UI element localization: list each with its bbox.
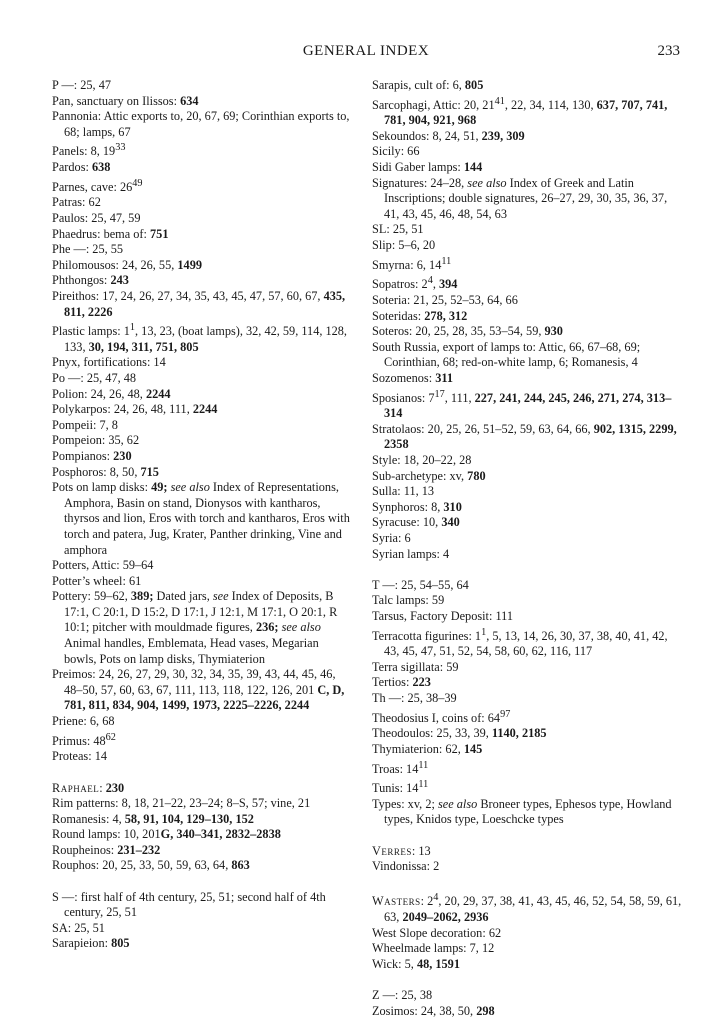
section-gap bbox=[52, 874, 352, 890]
index-entry: Polykarpos: 24, 26, 48, 111, 2244 bbox=[52, 402, 218, 417]
index-entry: Pots on lamp disks: 49; see also Index of Representations, Amphora, Basin on stand, Dionysos with kantharos, thyrsos and lion, Eros with torch and kantharos, Eros with torch and patera, Jug, Krater, Panther drinking, Vine and amphora bbox=[52, 480, 350, 557]
index-entry: Syrian lamps: 4 bbox=[372, 546, 450, 561]
index-entry: Th —: 25, 38–39 bbox=[372, 691, 457, 706]
index-entry: Sozomenos: 311 bbox=[372, 370, 453, 385]
index-entry: Pardos: 638 bbox=[52, 160, 111, 175]
index-entry: Pan, sanctuary on Ilissos: 634 bbox=[52, 93, 199, 108]
index-entry: SA: 25, 51 bbox=[52, 920, 105, 935]
index-entry: West Slope decoration: 62 bbox=[372, 925, 502, 940]
index-entry: Priene: 6, 68 bbox=[52, 714, 115, 729]
index-entry: Po —: 25, 47, 48 bbox=[52, 370, 137, 385]
index-entry: Troas: $14^{11}$ bbox=[372, 759, 429, 776]
section-gap bbox=[372, 973, 682, 989]
index-entry: Pannonia: Attic exports to, 20, 67, 69; Corinthian exports to, 68; lamps, 67 bbox=[52, 109, 350, 139]
section-gap bbox=[372, 562, 682, 578]
index-entry: Tarsus, Factory Deposit: 111 bbox=[372, 608, 513, 623]
index-entry: P —: 25, 47 bbox=[52, 78, 111, 92]
index-entry: Syria: 6 bbox=[372, 531, 411, 545]
index-entry: Zosimos: 24, 38, 50, 298 bbox=[372, 1003, 495, 1018]
index-entry: Theodoulos: 25, 33, 39, 1140, 2185 bbox=[372, 726, 547, 741]
index-entry: Rouphos: 20, 25, 33, 50, 59, 63, 64, 863 bbox=[52, 858, 250, 873]
index-entry: SL: 25, 51 bbox=[372, 222, 424, 237]
index-entry: Parnes, cave: $26^{49}$ bbox=[52, 177, 143, 194]
index-entry: Synphoros: 8, 310 bbox=[372, 499, 462, 514]
index-entry: Soteros: 20, 25, 28, 35, 53–54, 59, 930 bbox=[372, 324, 563, 339]
index-entry: Pompianos: 230 bbox=[52, 448, 132, 463]
index-entry: Smyrna: 6, $14^{11}$ bbox=[372, 255, 452, 272]
index-entry: Preimos: 24, 26, 27, 29, 30, 32, 34, 35, 39, 43, 44, 45, 46, 48–50, 57, 60, 63, 67, 111, 113, 118, 122, 126, 201 C, D, 781, 811, 834, 904, 1499, 1973, 2225–2226, 2244 bbox=[52, 667, 345, 713]
index-entry: Tertios: 223 bbox=[372, 675, 431, 690]
index-entry: Sulla: 11, 13 bbox=[372, 484, 435, 499]
index-entry: Sarapis, cult of: 6, 805 bbox=[372, 78, 484, 92]
index-entry: Sarapieion: 805 bbox=[52, 936, 130, 951]
index-entry: Wasters: $2^4$, 20, 29, 37, 38, 41, 43, 45, 46, 52, 54, 58, 59, 61, 63, 2049–2062, 2936 bbox=[372, 892, 682, 925]
index-entry: Talc lamps: 59 bbox=[372, 593, 445, 608]
index-column-left bbox=[52, 78, 352, 952]
index-entry: Proteas: 14 bbox=[52, 749, 107, 764]
index-entry: S —: first half of 4th century, 25, 51; second half of 4th century, 25, 51 bbox=[52, 889, 326, 920]
index-entry: Sub-archetype: xv, 780 bbox=[372, 468, 486, 483]
index-entry: Pompeion: 35, 62 bbox=[52, 433, 140, 448]
index-entry: Soteridas: 278, 312 bbox=[372, 308, 468, 323]
section-gap bbox=[372, 828, 682, 844]
index-entry: Types: xv, 2; see also Broneer types, Ephesos type, Howland types, Knidos type, Loeschcke types bbox=[372, 796, 672, 827]
index-entry: Pnyx, fortifications: 14 bbox=[52, 355, 166, 370]
index-entry: South Russia, export of lamps to: Attic, 66, 67–68, 69; Corinthian, 68; red-on-white lamp, 6; Romanesis, 4 bbox=[372, 339, 641, 370]
index-entry: Verres: 13 bbox=[372, 843, 431, 858]
index-entry: Raphael: 230 bbox=[52, 780, 125, 795]
index-entry: Terracotta figurines: $1^1$, 5, 13, 14, 26, 30, 37, 38, 40, 41, 42, 43, 45, 47, 51, 52, 54, 58, 60, 62, 116, 117 bbox=[372, 626, 668, 659]
index-entry: Stratolaos: 20, 25, 26, 51–52, 59, 63, 64, 66, 902, 1315, 2299, 2358 bbox=[372, 421, 677, 452]
index-entry: Tunis: $14^{11}$ bbox=[372, 779, 429, 796]
page-header bbox=[52, 43, 680, 63]
index-entry: Syracuse: 10, 340 bbox=[372, 515, 460, 530]
index-entry: Panels: 8, $19^{33}$ bbox=[52, 142, 126, 159]
index-entry: Sicily: 66 bbox=[372, 144, 420, 159]
index-entry: Slip: 5–6, 20 bbox=[372, 238, 436, 253]
index-entry: Romanesis: 4, 58, 91, 104, 129–130, 152 bbox=[52, 811, 254, 826]
index-entry: Plastic lamps: $1^1$, 13, 23, (boat lamps), 32, 42, 59, 114, 128, 133, 30, 194, 311, 751, 805 bbox=[52, 322, 348, 354]
index-entry: Polion: 24, 26, 48, 2244 bbox=[52, 386, 171, 401]
index-entry: Z —: 25, 38 bbox=[372, 988, 433, 1003]
index-entry: Potters, Attic: 59–64 bbox=[52, 558, 154, 573]
index-entry: Pireithos: 17, 24, 26, 27, 34, 35, 43, 45, 47, 57, 60, 67, 435, 811, 2226 bbox=[52, 288, 346, 319]
index-entry: Roupheinos: 231–232 bbox=[52, 842, 161, 857]
index-entry: Vindonissa: 2 bbox=[372, 859, 440, 874]
index-entry: T —: 25, 54–55, 64 bbox=[372, 577, 469, 592]
index-entry: Signatures: 24–28, see also Index of Greek and Latin Inscriptions; double signatures, 26–27, 29, 30, 35, 36, 37, 41, 43, 45, 46, 48, 54, 63 bbox=[372, 175, 668, 221]
index-entry: Terra sigillata: 59 bbox=[372, 659, 459, 674]
running-title: GENERAL INDEX bbox=[302, 43, 430, 59]
index-entry: Thymiaterion: 62, 145 bbox=[372, 741, 483, 756]
index-entry: Pottery: 59–62, 389; Dated jars, see Index of Deposits, B 17:1, C 20:1, D 15:2, D 17:1, J 12:1, M 17:1, O 20:1, R 10:1; pitcher with mouldmade figures, 236; see also Animal handles, Emblemata, Head vases, Megarian bowls, Pots on lamp disks, Thymiaterion bbox=[52, 589, 338, 666]
index-entry: Style: 18, 20–22, 28 bbox=[372, 453, 472, 468]
index-entry: Sidi Gaber lamps: 144 bbox=[372, 160, 483, 175]
index-entry: Theodosius I, coins of: $64^{97}$ bbox=[372, 708, 511, 725]
index-entry: Patras: 62 bbox=[52, 195, 101, 210]
index-entry: Round lamps: 10, 201G, 340–341, 2832–2838 bbox=[52, 827, 281, 842]
index-entry: Soteria: 21, 25, 52–53, 64, 66 bbox=[372, 293, 518, 307]
index-entry: Phe —: 25, 55 bbox=[52, 242, 124, 257]
section-gap bbox=[372, 875, 682, 891]
index-column-right bbox=[372, 78, 682, 1019]
index-entry: Sposianos: $7^{17}$, 111, 227, 241, 244, 245, 246, 271, 274, 313–314 bbox=[372, 388, 672, 421]
section-gap bbox=[52, 765, 352, 781]
index-entry: Paulos: 25, 47, 59 bbox=[52, 210, 141, 225]
index-entry: Philomousos: 24, 26, 55, 1499 bbox=[52, 257, 202, 272]
index-entry: Sekoundos: 8, 24, 51, 239, 309 bbox=[372, 128, 525, 143]
index-entry: Phaedrus: bema of: 751 bbox=[52, 226, 169, 241]
index-entry: Rim patterns: 8, 18, 21–22, 23–24; 8–S, 57; vine, 21 bbox=[52, 796, 311, 811]
index-entry: Wheelmade lamps: 7, 12 bbox=[372, 941, 495, 956]
index-entry: Sopatros: $2^4$, 394 bbox=[372, 275, 458, 292]
index-entry: Wick: 5, 48, 1591 bbox=[372, 956, 460, 971]
index-entry: Primus: $48^{62}$ bbox=[52, 731, 116, 748]
index-entry: Phthongos: 243 bbox=[52, 273, 129, 288]
index-entry: Pompeii: 7, 8 bbox=[52, 417, 118, 432]
index-entry: Sarcophagi, Attic: 20, $21^{41}$, 22, 34, 114, 130, 637, 707, 741, 781, 904, 921, 968 bbox=[372, 95, 668, 128]
page-number: 233 bbox=[657, 43, 680, 59]
index-entry: Potter’s wheel: 61 bbox=[52, 573, 142, 588]
index-entry: Posphoros: 8, 50, 715 bbox=[52, 464, 159, 479]
